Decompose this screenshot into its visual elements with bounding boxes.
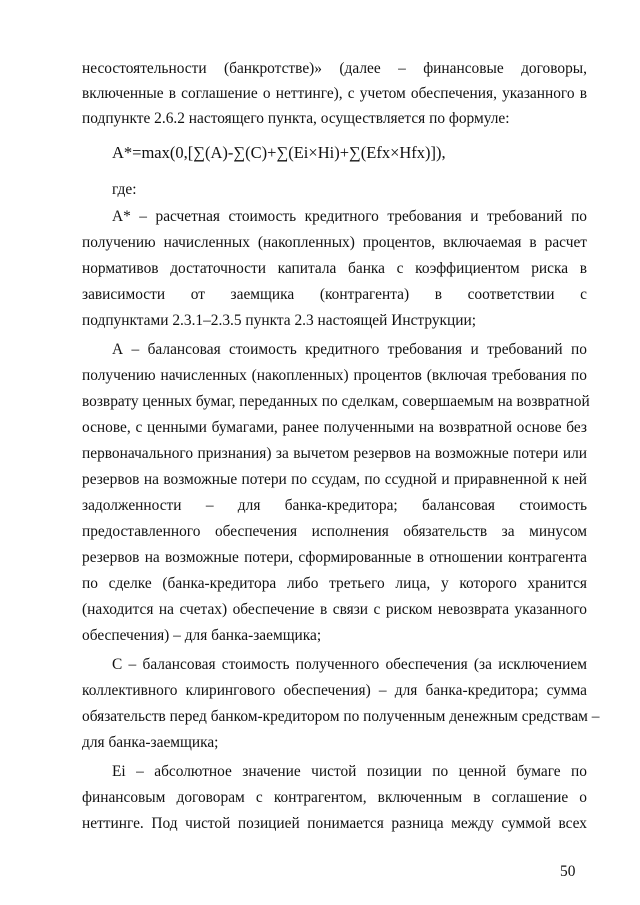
text-line: для банка-заемщика; (82, 734, 219, 751)
text-line: где: (112, 181, 137, 198)
text-line: задолженности – для банка-кредитора; балансовая стоимость (82, 497, 587, 514)
paragraph-first-line: А – балансовая стоимость кредитного требования и требований по (112, 341, 587, 358)
text-line: обеспечения) – для банка-заемщика; (82, 627, 322, 644)
paragraph-first-line: А* – расчетная стоимость кредитного требования и требований по (112, 208, 587, 225)
paragraph-first-line: Ei – абсолютное значение чистой позиции по ценной бумаге по (112, 763, 587, 780)
text-line: зависимости от заемщика (контрагента) в соответствии с (82, 286, 587, 303)
text-line: неттинге. Под чистой позицией понимается разница между суммой всех (82, 815, 587, 832)
paragraph-first-line: С – балансовая стоимость полученного обеспечения (за исключением (112, 656, 587, 673)
text-line: резервов на возможные потери по ссудам, по ссудной и приравненной к ней (82, 471, 587, 488)
text-line: возврату ценных бумаг, переданных по сделкам, совершаемым на возвратной (82, 393, 590, 410)
text-line: коллективного клирингового обеспечения) – для банка-кредитора; сумма (82, 682, 587, 699)
text-line: предоставленного обеспечения исполнения обязательств за минусом (82, 523, 587, 540)
text-line: включенные в соглашение о неттинге), с учетом обеспечения, указанного в (82, 85, 587, 102)
text-line: получению начисленных (накопленных) процентов, включаемая в расчет (82, 234, 587, 251)
text-line: резервов на возможные потери, сформированные в отношении контрагента (82, 549, 587, 566)
text-line: несостоятельности (банкротстве)» (далее – финансовые договоры, (82, 60, 587, 77)
text-line: подпункте 2.6.2 настоящего пункта, осуществляется по формуле: (82, 110, 510, 127)
text-line: получению начисленных (накопленных) процентов (включая требования по (82, 367, 587, 384)
text-line: по сделке (банка-кредитора либо третьего лица, у которого хранится (82, 575, 587, 592)
text-line: подпунктами 2.3.1–2.3.5 пункта 2.3 настоящей Инструкции; (82, 312, 476, 329)
text-line: (находится на счетах) обеспечение в связи с риском невозврата указанного (82, 601, 587, 618)
page-number: 50 (560, 863, 576, 880)
text-line: обязательств перед банком-кредитором по полученным денежным средствам – (82, 708, 600, 725)
formula: А*=max(0,[∑(А)-∑(С)+∑(Ei×Hi)+∑(Efx×Hfx)]), (112, 143, 446, 162)
text-line: первоначального признания) за вычетом резервов на возможные потери или (82, 445, 587, 462)
text-line: нормативов достаточности капитала банка с коэффициентом риска в (82, 260, 587, 277)
text-line: основе, с ценными бумагами, ранее полученными на возвратной основе без (82, 419, 587, 436)
text-line: финансовым договорам с контрагентом, включенным в соглашение о (82, 789, 587, 806)
